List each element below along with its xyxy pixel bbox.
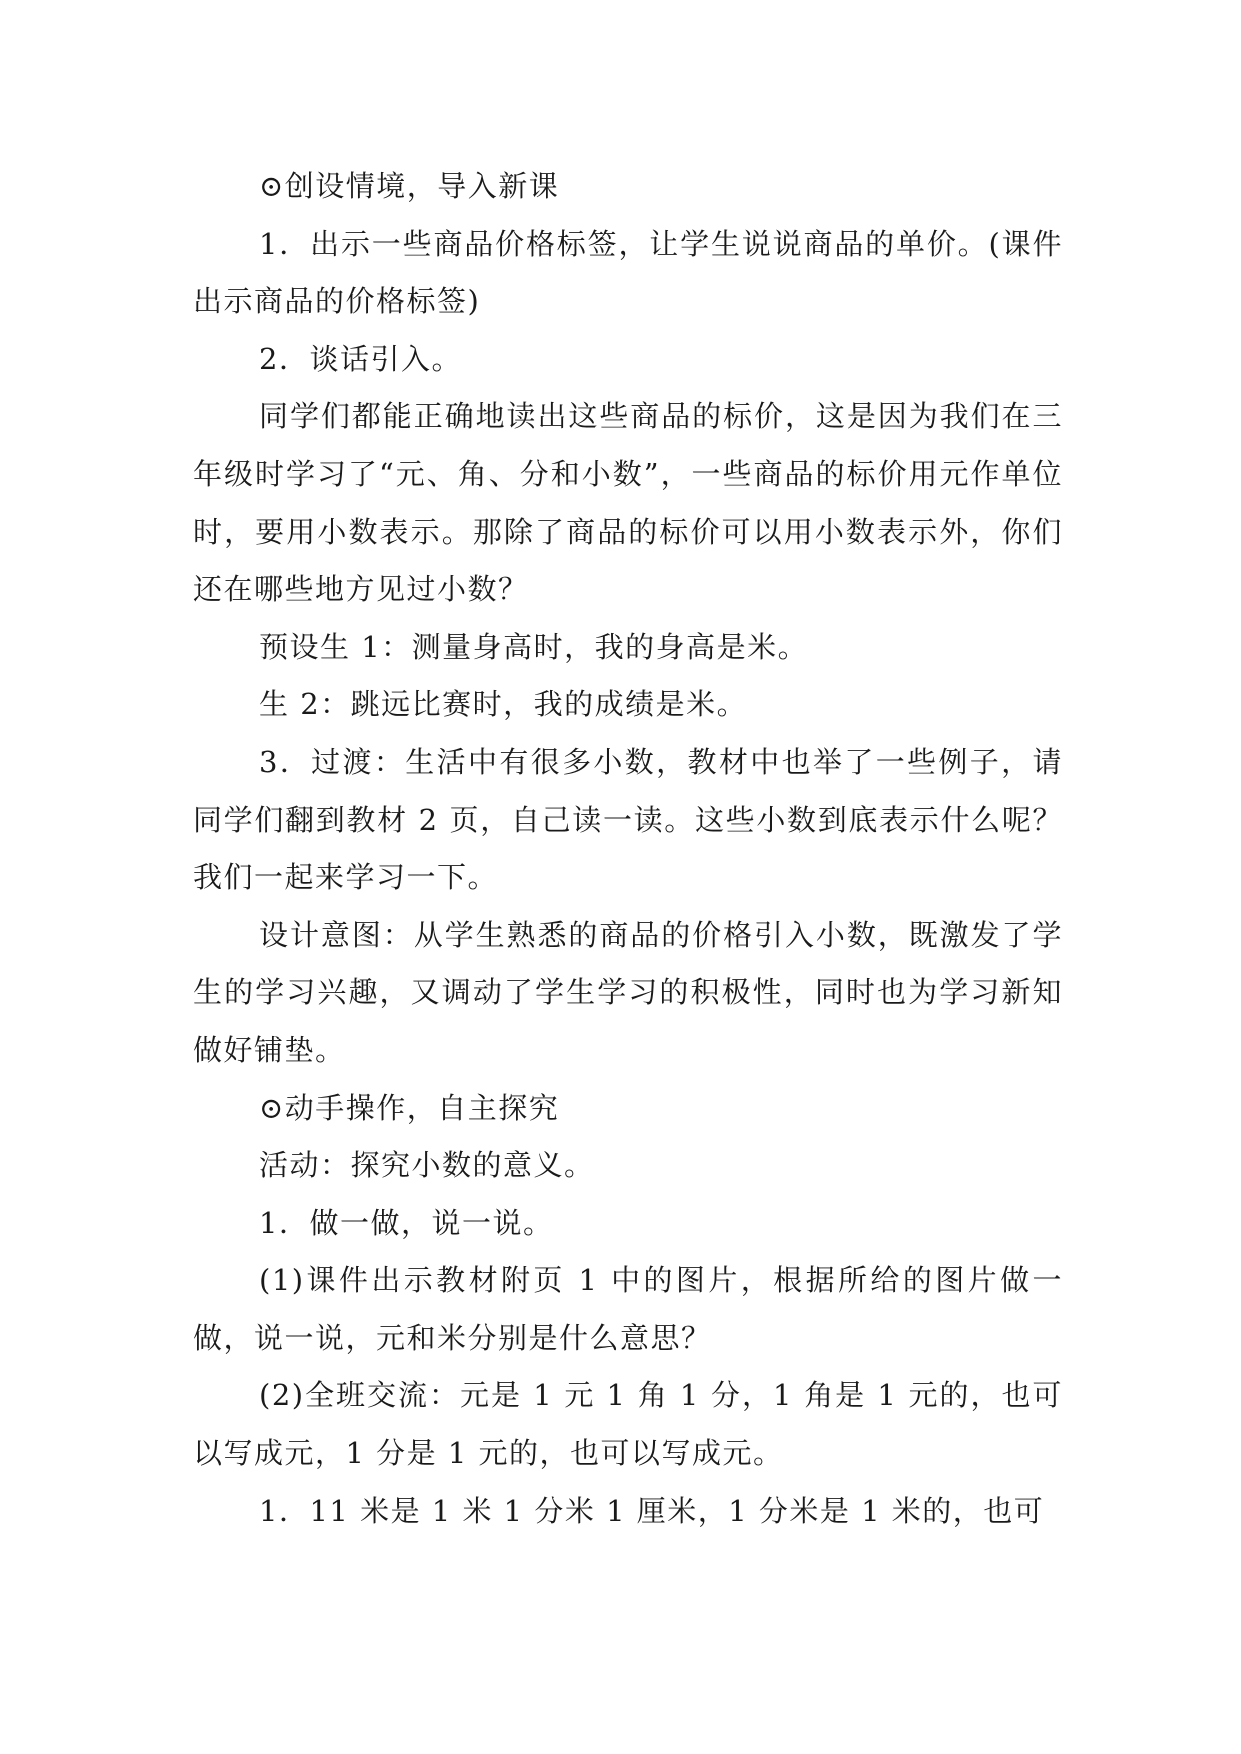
paragraph-step-2: 2．谈话引入。 <box>259 341 462 376</box>
paragraph-step-1: 1．出示一些商品价格标签，让学生说说商品的单价。(课件出示商品的价格标签) <box>193 226 1063 319</box>
paragraph-step-3: 3．过渡：生活中有很多小数，教材中也举了一些例子，请同学们翻到教材 2 页，自己读一读。这些小数到底表示什么呢？我们一起来学习一下。 <box>193 744 1063 895</box>
paragraph-student-2: 生 2：跳远比赛时，我的成绩是米。 <box>259 687 748 722</box>
paragraph-student-1: 预设生 1：测量身高时，我的身高是米。 <box>259 629 809 664</box>
document-body <box>193 158 1063 1540</box>
paragraph-activity: 活动：探究小数的意义。 <box>259 1148 595 1183</box>
section-heading-intro: ⊙创设情境，导入新课 <box>259 169 560 203</box>
paragraph-dialogue: 同学们都能正确地读出这些商品的标价，这是因为我们在三年级时学习了“元、角、分和小数”，一些商品的标价用元作单位时，要用小数表示。那除了商品的标价可以用小数表示外，你们还在哪些地方见过小数？ <box>193 399 1063 607</box>
paragraph-sub-1: (1)课件出示教材附页 1 中的图片，根据所给的图片做一做，说一说，元和米分别是什么意思？ <box>193 1263 1063 1355</box>
section-heading-explore: ⊙动手操作，自主探究 <box>259 1090 560 1125</box>
paragraph-design-intent: 设计意图：从学生熟悉的商品的价格引入小数，既激发了学生的学习兴趣，又调动了学生学习的积极性，同时也为学习新知做好铺垫。 <box>193 917 1063 1067</box>
paragraph-sub-2: (2)全班交流：元是 1 元 1 角 1 分，1 角是 1 元的，也可以写成元，1 分是 1 元的，也可以写成元。 <box>193 1378 1063 1471</box>
paragraph-meters: 1．11 米是 1 米 1 分米 1 厘米，1 分米是 1 米的，也可 <box>259 1493 1045 1528</box>
paragraph-do-and-say: 1．做一做，说一说。 <box>259 1205 554 1240</box>
